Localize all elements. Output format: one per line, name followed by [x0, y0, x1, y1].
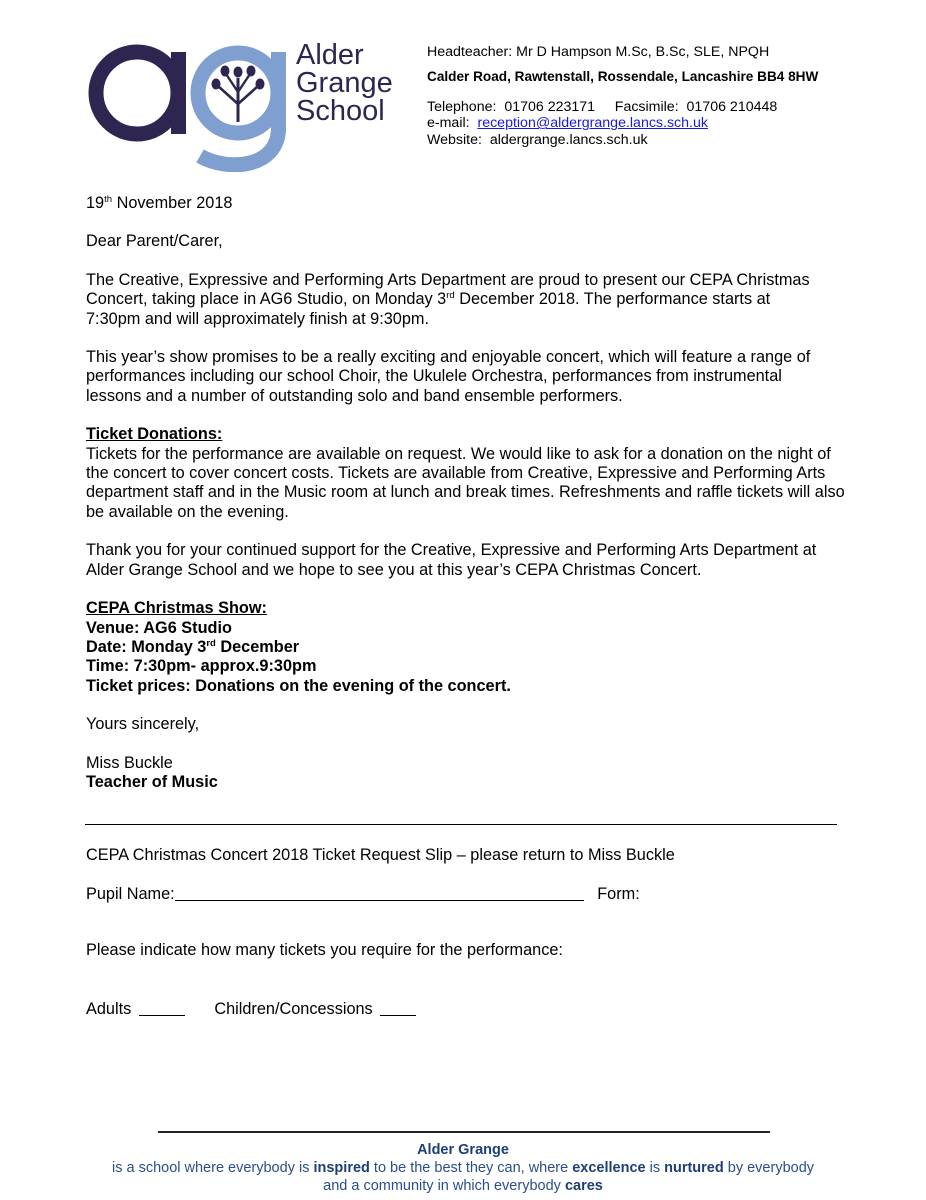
form-label: Form:	[597, 885, 640, 903]
closing: Yours sincerely,	[86, 715, 200, 734]
pupil-name-field[interactable]	[175, 884, 584, 901]
logo-text-grange: Grange	[296, 67, 393, 99]
telephone-number: 01706 223171	[504, 98, 596, 115]
pupil-name-row	[86, 884, 640, 904]
headteacher-line: Headteacher: Mr D Hampson M.Sc, B.Sc, SLE, NPQH	[427, 44, 770, 60]
adults-field[interactable]	[139, 999, 185, 1016]
slip-title: CEPA Christmas Concert 2018 Ticket Request Slip – please return to Miss Buckle	[86, 846, 675, 864]
email-link[interactable]: reception@aldergrange.lancs.sch.uk	[477, 115, 708, 132]
email-line: e-mail: reception@aldergrange.lancs.sch.uk	[427, 115, 708, 132]
school-contact-block	[427, 44, 818, 148]
show-details-heading: CEPA Christmas Show:	[86, 599, 267, 618]
show-date: Date: Monday 3rd December	[86, 637, 300, 656]
tree-icon	[212, 66, 265, 123]
letter-body	[86, 194, 846, 792]
ticket-quantity-row	[86, 999, 416, 1019]
footer-title: Alder Grange	[417, 1142, 509, 1158]
children-field[interactable]	[380, 999, 416, 1016]
letter-date: 19th November 2018	[86, 194, 233, 212]
logo-text-alder: Alder	[296, 39, 364, 71]
salutation: Dear Parent/Carer,	[86, 232, 223, 251]
school-logo	[88, 40, 408, 172]
show-ticket-prices: Ticket prices: Donations on the evening of the concert.	[86, 676, 511, 695]
fax-number: 01706 210448	[686, 98, 778, 115]
paragraph-show: This year’s show promises to be a really exciting and enjoyable concert, which will feature a range of performances including our school Choir, the Ukulele Orchestra, performances from instrumental lessons and a number of outstanding solo and band ensemble performers.	[86, 348, 811, 405]
footer-motto	[0, 1141, 926, 1195]
phone-fax-line: Telephone: 01706 223171 Facsimile: 01706 210448	[427, 98, 778, 115]
school-address: Calder Road, Rawtenstall, Rossendale, Lancashire BB4 8HW	[427, 69, 819, 85]
tickets-instruction: Please indicate how many tickets you require for the performance:	[86, 941, 563, 959]
footer-line-2: and a community in which everybody cares	[323, 1178, 603, 1194]
ticket-donations-heading: Ticket Donations:	[86, 425, 223, 444]
paragraph-thanks: Thank you for your continued support for the Creative, Expressive and Performing Arts Department at Alder Grange School and we hope to see you at this year’s CEPA Christmas Concert.	[86, 541, 817, 579]
children-label: Children/Concessions	[214, 1000, 373, 1018]
website-text: aldergrange.lancs.sch.uk	[489, 131, 648, 148]
ticket-donations-body: Tickets for the performance are available on request. We would like to ask for a donation on the night of the concert to cover concert costs. Tickets are available from Creative, Expressive and Performing Arts department staff and in the Music room at lunch and break times. Refreshments and raffle tickets will also be available on the evening.	[86, 444, 845, 521]
paragraph-intro: The Creative, Expressive and Performing Arts Department are proud to present our CEPA Christmas Concert, taking place in AG6 Studio, on Monday 3rd December 2018. The performance starts at 7:30pm and will approximately finish at 9:30pm.	[86, 270, 810, 328]
footer-line-1: is a school where everybody is inspired to be the best they can, where excellence is nurtured by everybody	[111, 1160, 815, 1176]
signatory-title: Teacher of Music	[86, 772, 218, 791]
footer-rule	[158, 1131, 770, 1133]
website-line: Website: aldergrange.lancs.sch.uk	[427, 131, 648, 148]
pupil-name-label: Pupil Name:	[86, 885, 175, 903]
show-time: Time: 7:30pm- approx.9:30pm	[86, 657, 317, 676]
tear-off-divider	[85, 824, 837, 825]
signatory-name: Miss Buckle	[86, 753, 173, 772]
show-venue: Venue: AG6 Studio	[86, 618, 232, 637]
logo-text-school: School	[296, 95, 385, 127]
adults-label: Adults	[86, 1000, 132, 1018]
